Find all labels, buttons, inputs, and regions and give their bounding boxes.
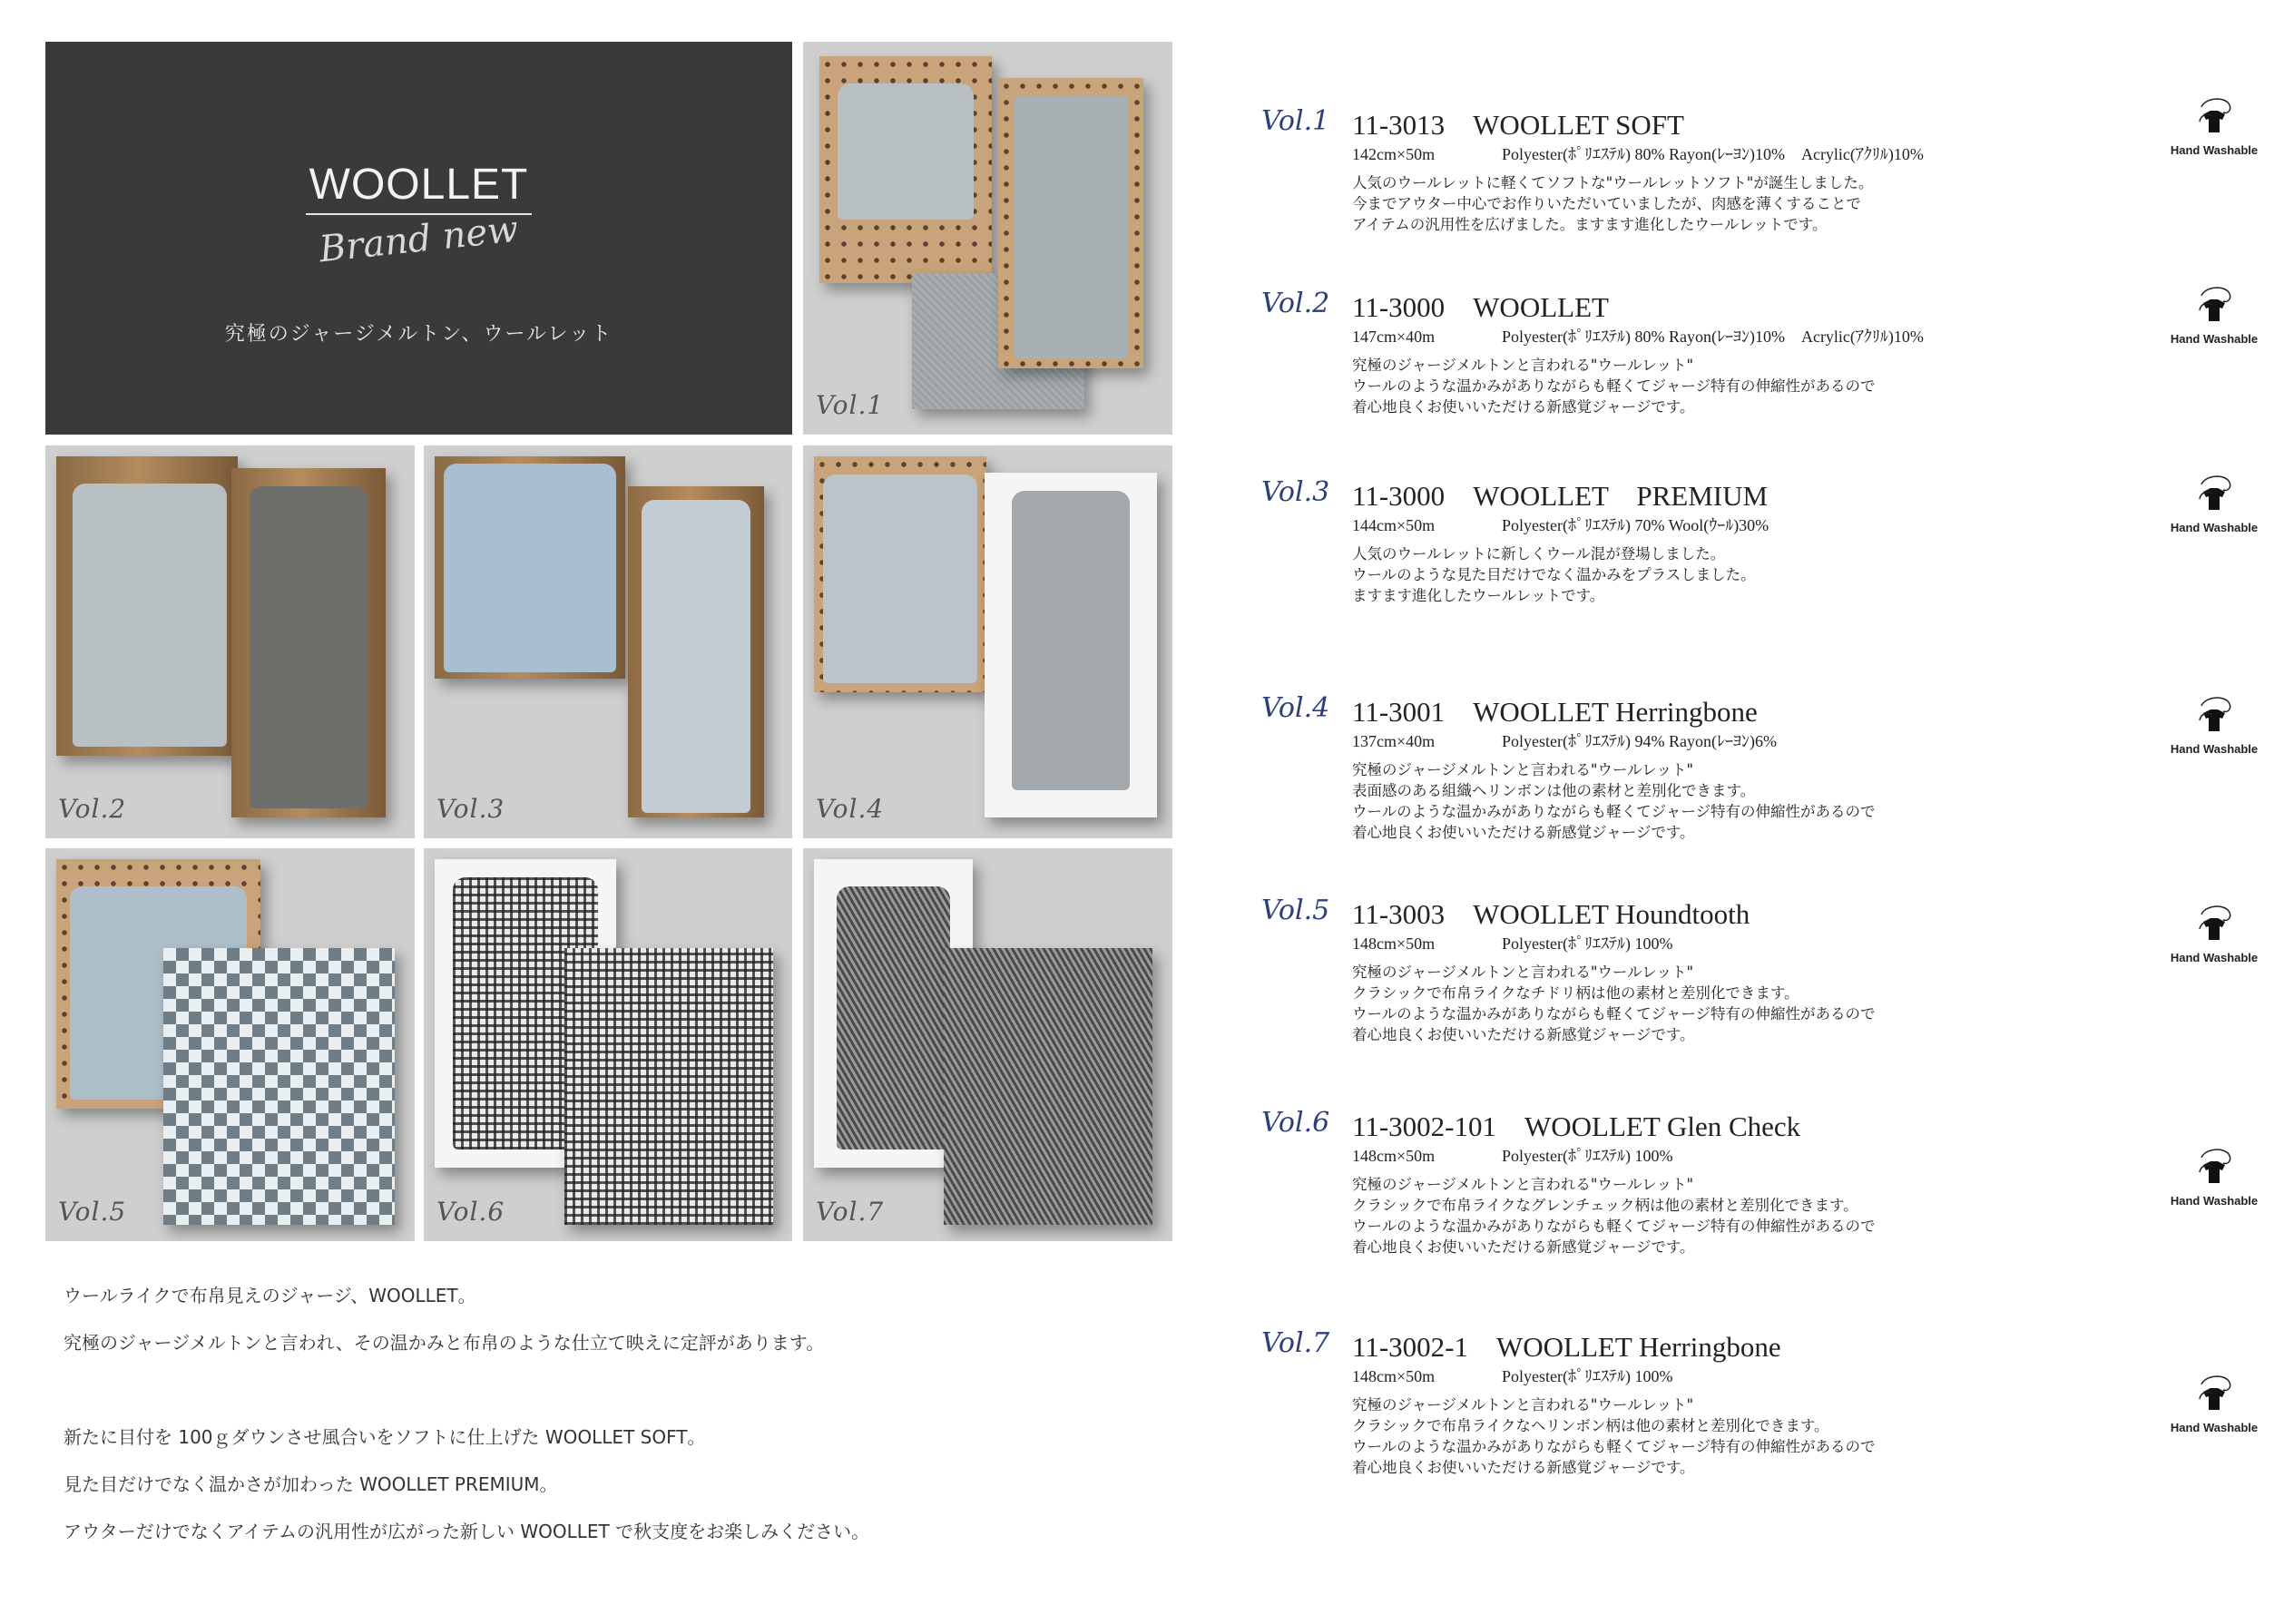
photo-label: Vol.5 [58, 1197, 127, 1227]
product-width: 144cm×50m [1352, 516, 1436, 534]
hand-wash-icon [2192, 1145, 2236, 1192]
product-description [1352, 355, 1876, 417]
photo-label: Vol.7 [816, 1197, 885, 1227]
photo-coat [231, 468, 386, 817]
description-line: クラシックで布帛ライクなヘリンボン柄は他の素材と差別化できます。 [1352, 1417, 1829, 1434]
product-description [1352, 543, 1756, 606]
product-title: 11-3002-1 WOOLLET Herringbone [1352, 1331, 1781, 1363]
brand-tagline: 究極のジャージメルトン、ウールレット [224, 323, 613, 346]
description-line: 着心地良くお使いいただける新感覚ジャージです。 [1352, 1026, 1695, 1043]
hand-washable-badge [2169, 693, 2259, 756]
product-spec [1352, 142, 1924, 165]
photo-fabric [944, 948, 1152, 1225]
description-line: 人気のウールレットに新しくウール混が登場しました。 [1352, 545, 1726, 563]
photo-cell-vol2 [45, 445, 415, 838]
description-line: 究極のジャージメルトンと言われる"ウールレット" [1352, 1176, 1694, 1193]
description-line: 見た目だけでなく温かさが加わった WOOLLET PREMIUM。 [64, 1473, 558, 1495]
brand-subtitle: Brand new [317, 208, 521, 271]
product-width: 142cm×50m [1352, 145, 1436, 163]
photo-jacket [435, 456, 625, 679]
photo-cell-vol5 [45, 848, 415, 1241]
product-spec [1352, 729, 1777, 752]
product-vol: Vol.2 [1261, 288, 1330, 319]
brand-panel [45, 42, 792, 435]
product-vol: Vol.1 [1261, 105, 1330, 137]
description-line: ウールのような温かみがありながらも軽くてジャージ特有の伸縮性があるので [1352, 377, 1876, 395]
photo-skirt [998, 78, 1143, 368]
photo-cell-vol7 [803, 848, 1172, 1241]
description-line: 今までアウター中心でお作りいただいていましたが、肉感を薄くすることで [1352, 195, 1861, 212]
photo-fabric [163, 948, 395, 1225]
description-line: 着心地良くお使いいただける新感覚ジャージです。 [1352, 1238, 1695, 1256]
product-vol: Vol.5 [1261, 895, 1330, 926]
product-width: 148cm×50m [1352, 934, 1436, 953]
description-line: ウールライクで布帛見えのジャージ、WOOLLET。 [64, 1285, 476, 1306]
product-spec [1352, 1364, 1672, 1387]
hand-washable-badge [2169, 472, 2259, 534]
product-vol: Vol.6 [1261, 1107, 1330, 1139]
hand-wash-icon [2192, 283, 2236, 330]
hand-washable-badge [2169, 283, 2259, 346]
description-line: 表面感のある組織ヘリンボンは他の素材と差別化できます。 [1352, 782, 1756, 799]
photo-label: Vol.4 [816, 794, 885, 824]
product-spec [1352, 324, 1924, 347]
hand-washable-label: Hand Washable [2170, 1194, 2259, 1208]
product-title: 11-3003 WOOLLET Houndtooth [1352, 898, 1750, 930]
product-width: 148cm×50m [1352, 1367, 1436, 1385]
product-composition: Polyester(ﾎﾟﾘｴｽﾃﾙ) 100% [1502, 934, 1673, 953]
hand-washable-badge [2169, 902, 2259, 964]
product-composition: Polyester(ﾎﾟﾘｴｽﾃﾙ) 94% Rayon(ﾚｰﾖﾝ)6% [1502, 732, 1777, 750]
description-line: アイテムの汎用性を広げました。ますます進化したウールレットです。 [1352, 216, 1828, 233]
hand-washable-badge [2169, 1372, 2259, 1434]
product-composition: Polyester(ﾎﾟﾘｴｽﾃﾙ) 100% [1502, 1367, 1673, 1385]
hand-wash-icon [2192, 693, 2236, 740]
photo-label: Vol.1 [816, 390, 885, 420]
hand-washable-badge [2169, 94, 2259, 157]
photo-cell-vol6 [424, 848, 792, 1241]
hand-wash-icon [2192, 472, 2236, 519]
product-width: 147cm×40m [1352, 328, 1436, 346]
hand-wash-icon [2192, 1372, 2236, 1419]
description-line: ウールのような温かみがありながらも軽くてジャージ特有の伸縮性があるので [1352, 1218, 1876, 1235]
description-line: ウールのような温かみがありながらも軽くてジャージ特有の伸縮性があるので [1352, 1005, 1876, 1022]
product-vol: Vol.3 [1261, 476, 1330, 508]
product-title: 11-3013 WOOLLET SOFT [1352, 109, 1684, 141]
hand-wash-icon [2192, 902, 2236, 949]
hand-washable-label: Hand Washable [2170, 742, 2259, 756]
description-line: 着心地良くお使いいただける新感覚ジャージです。 [1352, 824, 1695, 841]
photo-cell-vol4 [803, 445, 1172, 838]
hand-washable-badge [2169, 1145, 2259, 1208]
hand-washable-label: Hand Washable [2170, 1421, 2259, 1434]
description-line: 究極のジャージメルトンと言われる"ウールレット" [1352, 964, 1694, 981]
photo-label: Vol.6 [436, 1197, 505, 1227]
description-line: 究極のジャージメルトンと言われる"ウールレット" [1352, 1396, 1694, 1414]
photo-top [819, 56, 992, 283]
brand-title: WOOLLET [45, 160, 792, 215]
photo-label: Vol.2 [58, 794, 127, 824]
description-line: 着心地良くお使いいただける新感覚ジャージです。 [1352, 398, 1695, 416]
product-spec [1352, 513, 1769, 536]
product-width: 137cm×40m [1352, 732, 1436, 750]
description-line: ウールのような見た目だけでなく温かみをプラスしました。 [1352, 566, 1756, 583]
description-line: クラシックで布帛ライクなグレンチェック柄は他の素材と差別化できます。 [1352, 1197, 1858, 1214]
photo-coat [628, 486, 764, 817]
product-description [1352, 759, 1876, 843]
product-title: 11-3000 WOOLLET [1352, 291, 1609, 323]
product-vol: Vol.7 [1261, 1327, 1330, 1359]
description-line: 究極のジャージメルトンと言われ、その温かみと布帛のような仕立て映えに定評があります。 [64, 1332, 825, 1354]
product-description [1352, 172, 1873, 235]
description-line: 究極のジャージメルトンと言われる"ウールレット" [1352, 761, 1694, 778]
product-description [1352, 1394, 1876, 1478]
description-line: 究極のジャージメルトンと言われる"ウールレット" [1352, 357, 1694, 374]
hand-washable-label: Hand Washable [2170, 521, 2259, 534]
product-composition: Polyester(ﾎﾟﾘｴｽﾃﾙ) 80% Rayon(ﾚｰﾖﾝ)10% Acrylic(ｱｸﾘﾙ)10% [1502, 145, 1924, 163]
product-vol: Vol.4 [1261, 692, 1330, 724]
description-line: クラシックで布帛ライクなチドリ柄は他の素材と差別化できます。 [1352, 984, 1799, 1002]
product-description [1352, 962, 1876, 1045]
hand-washable-label: Hand Washable [2170, 143, 2259, 157]
product-description [1352, 1174, 1876, 1257]
product-composition: Polyester(ﾎﾟﾘｴｽﾃﾙ) 80% Rayon(ﾚｰﾖﾝ)10% Acrylic(ｱｸﾘﾙ)10% [1502, 328, 1924, 346]
description-line: 新たに目付を 100ｇダウンさせ風合いをソフトに仕上げた WOOLLET SOFT。 [64, 1426, 706, 1448]
photo-jacket [814, 456, 986, 692]
description-line: ウールのような温かみがありながらも軽くてジャージ特有の伸縮性があるので [1352, 1438, 1876, 1455]
product-composition: Polyester(ﾎﾟﾘｴｽﾃﾙ) 70% Wool(ｳｰﾙ)30% [1502, 516, 1769, 534]
photo-jacket [56, 456, 238, 756]
product-title: 11-3000 WOOLLET PREMIUM [1352, 480, 1769, 512]
hand-washable-label: Hand Washable [2170, 951, 2259, 964]
hand-wash-icon [2192, 94, 2236, 142]
product-title: 11-3001 WOOLLET Herringbone [1352, 696, 1758, 728]
photo-cell-vol1 [803, 42, 1172, 435]
photo-fabric [564, 948, 773, 1225]
product-spec [1352, 1143, 1672, 1167]
product-title: 11-3002-101 WOOLLET Glen Check [1352, 1110, 1801, 1142]
description-line: ますます進化したウールレットです。 [1352, 587, 1605, 604]
photo-cell-vol3 [424, 445, 792, 838]
description-line: ウールのような温かみがありながらも軽くてジャージ特有の伸縮性があるので [1352, 803, 1876, 820]
description-line: 着心地良くお使いいただける新感覚ジャージです。 [1352, 1459, 1695, 1476]
photo-label: Vol.3 [436, 794, 505, 824]
product-spec [1352, 931, 1672, 954]
description-line: 人気のウールレットに軽くてソフトな"ウールレットソフト"が誕生しました。 [1352, 174, 1874, 191]
product-width: 148cm×50m [1352, 1147, 1436, 1165]
description-line: アウターだけでなくアイテムの汎用性が広がった新しい WOOLLET で秋支度をお楽しみください。 [64, 1521, 870, 1542]
hand-washable-label: Hand Washable [2170, 332, 2259, 346]
photo-coat [985, 473, 1157, 817]
product-composition: Polyester(ﾎﾟﾘｴｽﾃﾙ) 100% [1502, 1147, 1673, 1165]
